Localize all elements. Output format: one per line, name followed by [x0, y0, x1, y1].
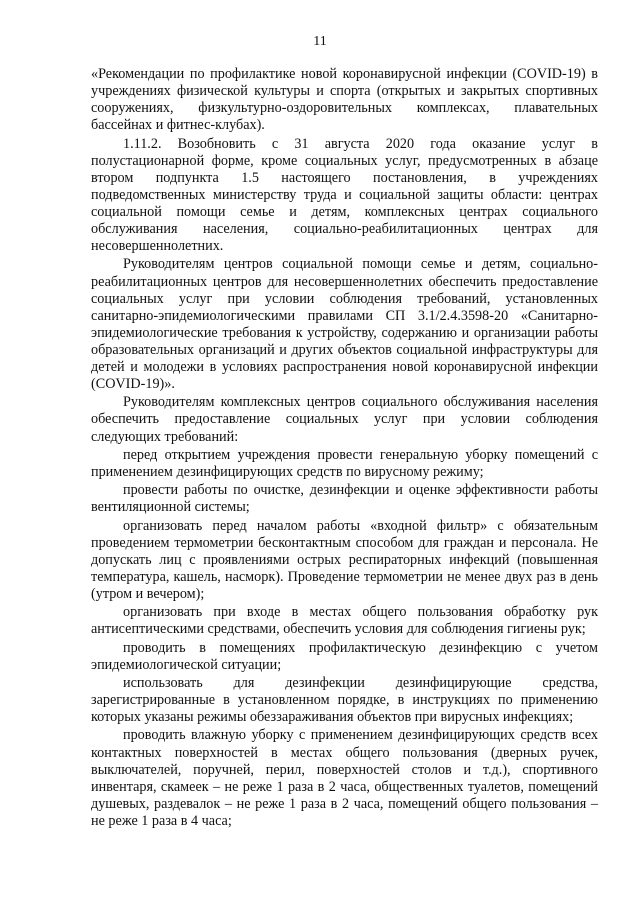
document-body	[91, 66, 598, 831]
list-item-hand-antiseptic: организовать при входе в местах общего пользования обработку рук антисептическими средствами, обеспечить условия для соблюдения гигиены рук;	[91, 604, 598, 638]
paragraph-complex-centers: Руководителям комплексных центров социального обслуживания населения обеспечить предоставление социальных услуг при условии соблюдения следующих требований:	[91, 394, 598, 445]
paragraph-family-centers: Руководителям центров социальной помощи семье и детям, социально-реабилитационных центров для несовершеннолетних обеспечить предоставление социальных услуг при условии соблюдения требований, установленных санитарно-эпидемиологическими правилами СП 3.1/2.4.3598-20 «Санитарно-эпидемиологические требования к устройству, содержанию и организации работы образовательных организаций и других объектов социальной инфраструктуры для детей и молодежи в условиях распространения новой коронавирусной инфекции (COVID-19)».	[91, 256, 598, 393]
list-item-wet-cleaning: проводить влажную уборку с применением дезинфицирующих средств всех контактных поверхностей в местах общего пользования (дверных ручек, выключателей, поручней, перил, поверхностей столов и т.д.), спортивного инвентаря, скамеек – не реже 1 раза в 2 часа, общественных туалетов, помещений душевых, раздевалок – не реже 1 раза в 2 часа, помещений общего пользования – не реже 1 раза в 4 часа;	[91, 727, 598, 829]
list-item-disinfectants: использовать для дезинфекции дезинфицирующие средства, зарегистрированные в установленном порядке, в инструкциях по применению которых указаны режимы обеззараживания объектов при вирусных инфекциях;	[91, 674, 598, 726]
page-number: 11	[313, 34, 327, 49]
paragraph-1-11-2: 1.11.2. Возобновить с 31 августа 2020 года оказание услуг в полустационарной форме, кроме социальных услуг, предусмотренных в абзаце втором подпункта 1.5 настоящего постановления, в учреждениях подведомственных министерству труда и социальной защиты области: центрах социальной помощи семье и детям, комплексных центрах социального обслуживания населения, социально-реабилитационных центрах для несовершеннолетних.	[91, 135, 598, 255]
list-item-preventive-disinfection: проводить в помещениях профилактическую дезинфекцию с учетом эпидемиологической ситуации;	[91, 639, 598, 673]
paragraph-covid-recommendations: «Рекомендации по профилактике новой коронавирусной инфекции (COVID-19) в учреждениях физической культуры и спорта (открытых и закрытых спортивных сооружениях, физкультурно-оздоровительных комплексах, плавательных бассейнах и фитнес-клубах).	[91, 66, 598, 134]
list-item-general-cleaning: перед открытием учреждения провести генеральную уборку помещений с применением дезинфицирующих средств по вирусному режиму;	[91, 446, 598, 480]
list-item-ventilation: провести работы по очистке, дезинфекции и оценке эффективности работы вентиляционной системы;	[91, 482, 598, 516]
list-item-entry-filter: организовать перед началом работы «входной фильтр» с обязательным проведением термометрии бесконтактным способом для граждан и персонала. Не допускать лиц с проявлениями острых респираторных инфекций (повышенная температура, кашель, насморк). Проведение термометрии не менее двух раз в день (утром и вечером);	[91, 517, 598, 602]
